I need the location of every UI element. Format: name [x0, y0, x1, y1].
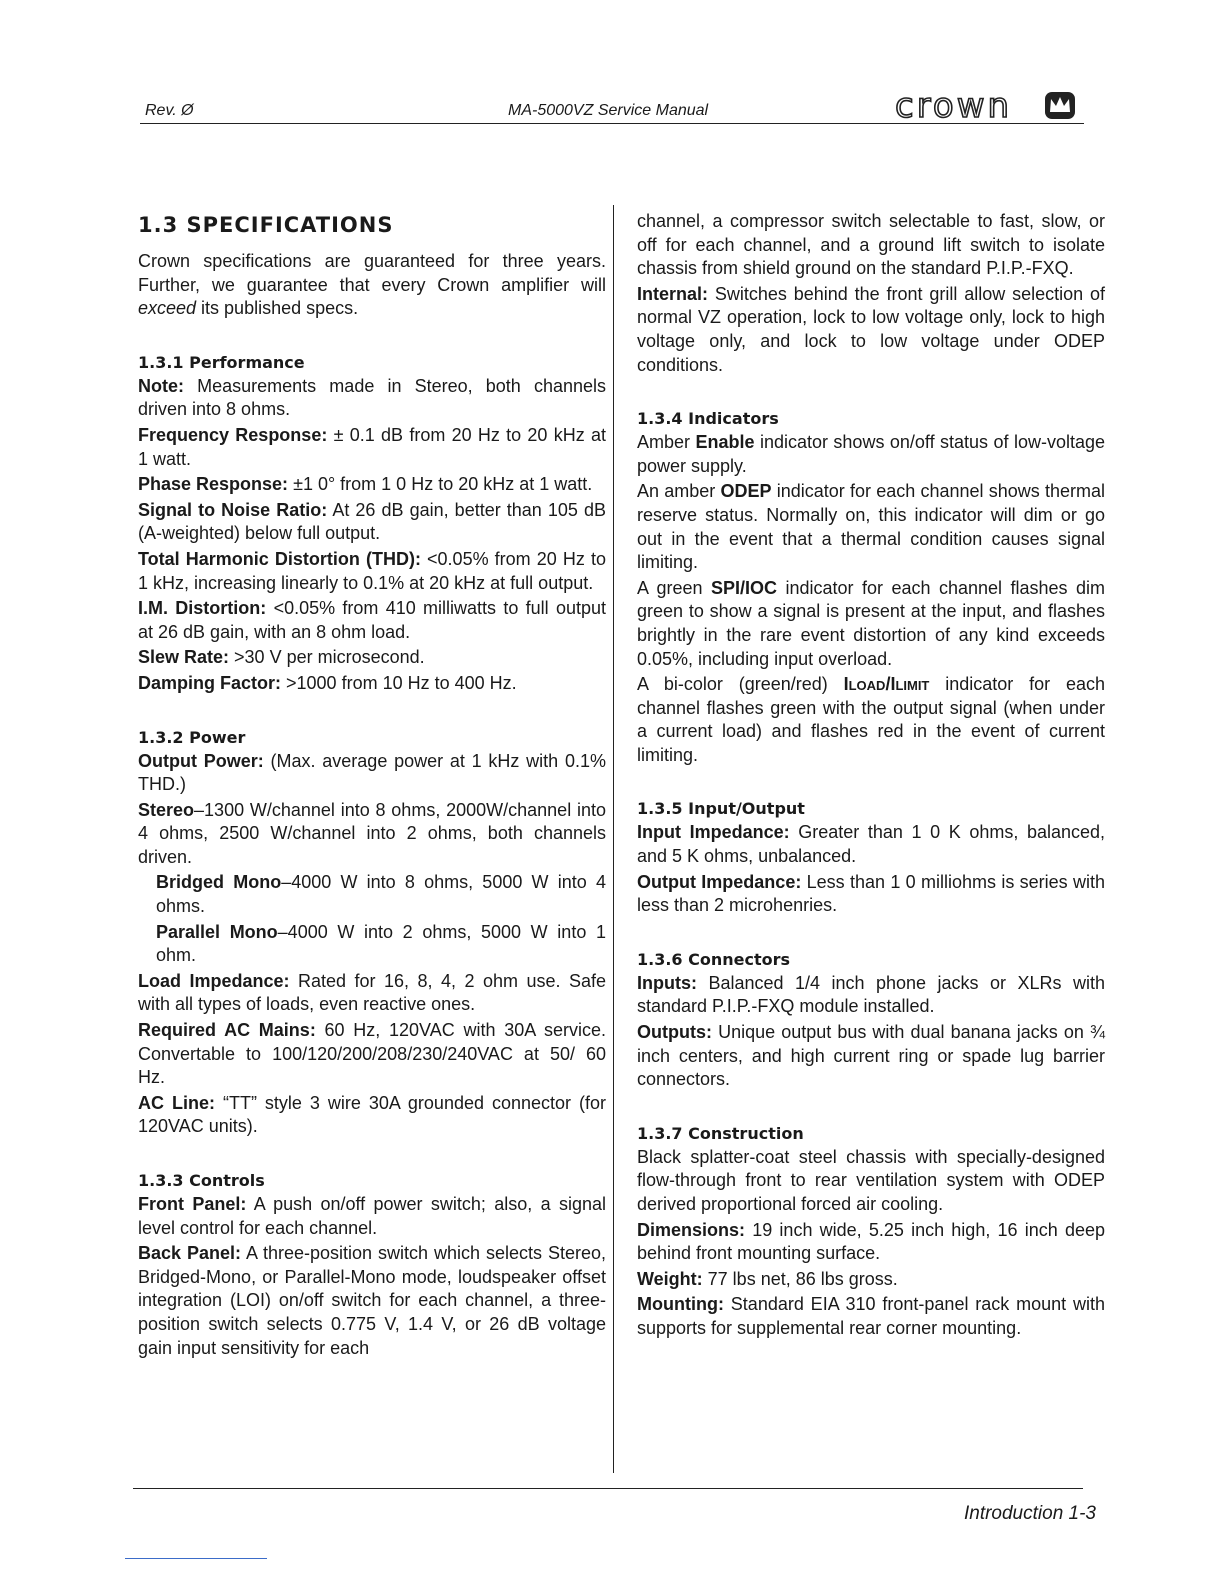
indicators-heading: 1.3.4 Indicators	[637, 409, 779, 429]
spec-im-distortion: I.M. Distortion: <0.05% from 410 milliwatts to full output at 26 dB gain, with an 8 ohm load.	[138, 598, 606, 642]
performance-heading: 1.3.1 Performance	[138, 352, 305, 372]
spec-thd: Total Harmonic Distortion (THD): <0.05% from 20 Hz to 1 kHz, increasing linearly to 0.1% at 20 kHz at full output.	[138, 548, 606, 593]
column-divider	[613, 205, 614, 1473]
footer-rule	[133, 1488, 1083, 1489]
spec-input-impedance: Input Impedance: Greater than 1 0 K ohms, balanced, and 5 K ohms, unbalanced.	[637, 822, 1106, 867]
controls-heading: 1.3.3 Controls	[138, 1171, 265, 1190]
spec-output-impedance: Output Impedance: Less than 1 0 milliohms is series with less than 2 microhenries.	[637, 871, 1105, 916]
input-output-heading: 1.3.5 Input/Output	[637, 799, 805, 819]
spec-front-panel: Front Panel: A push on/off power switch; also, a signal level control for each channel.	[138, 1194, 606, 1238]
spec-ac-line: AC Line: “TT” style 3 wire 30A grounded connector (for 120VAC units).	[138, 1092, 606, 1137]
header-rule	[140, 123, 1084, 124]
spec-bridged-mono: Bridged Mono–4000 W into 8 ohms, 5000 W into 4 ohms.	[156, 872, 606, 917]
spec-parallel-mono: Parallel Mono–4000 W into 2 ohms, 5000 W into 1 ohm.	[156, 921, 606, 966]
spec-dimensions: Dimensions: 19 inch wide, 5.25 inch high, 16 inch deep behind front mounting surface.	[637, 1219, 1105, 1264]
right-column	[637, 210, 1105, 1343]
blue-margin-line	[125, 1558, 267, 1559]
spec-phase-response: Phase Response: ±1 0° from 1 0 Hz to 20 kHz at 1 watt.	[138, 474, 593, 495]
spec-inputs: Inputs: Balanced 1/4 inch phone jacks or XLRs with standard P.I.P.-FXQ module installed.	[637, 972, 1105, 1017]
spec-mounting: Mounting: Standard EIA 310 front-panel rack mount with supports for supplemental rear corner mounting.	[637, 1294, 1105, 1338]
spec-slew-rate: Slew Rate: >30 V per microsecond.	[138, 647, 425, 668]
spec-enable-indicator: Amber Enable indicator shows on/off status of low-voltage power supply.	[637, 432, 1105, 476]
power-heading: 1.3.2 Power	[138, 727, 246, 747]
section-title: 1.3 SPECIFICATIONS	[138, 213, 394, 237]
header-title: MA-5000VZ Service Manual	[508, 102, 709, 119]
crown-logo	[895, 86, 1080, 126]
intro-paragraph: Crown specifications are guaranteed for three years. Further, we guarantee that every Crown amplifier will exceed its published specs.	[138, 251, 606, 319]
spec-output-power: Output Power: (Max. average power at 1 kHz with 0.1% THD.)	[138, 750, 606, 795]
spec-frequency-response: Frequency Response: ± 0.1 dB from 20 Hz to 20 kHz at 1 watt.	[138, 424, 606, 469]
spec-spi-ioc-indicator: A green SPI/IOC indicator for each channel flashes dim green to show a signal is present at the input, and flashes brightly in the rare event distortion of any kind exceeds 0.05%, including input overload.	[637, 577, 1105, 669]
header-revision: Rev. Ø	[145, 102, 194, 119]
spec-outputs: Outputs: Unique output bus with dual banana jacks on ¾ inch centers, and high current ring or spade lug barrier connectors.	[637, 1022, 1105, 1090]
spec-back-panel: Back Panel: A three-position switch which selects Stereo, Bridged-Mono, or Parallel-Mono mode, loudspeaker offset integration (LOI) on/off switch for each channel, a three-position switch selects 0.775 V, 1.4 V, or 26 dB voltage gain input sensitivity for each	[138, 1243, 606, 1358]
back-panel-continued: channel, a compressor switch selectable to fast, slow, or off for each channel, and a ground lift switch to isolate chassis from shield ground on the standard P.I.P.-FXQ.	[637, 211, 1105, 279]
spec-damping-factor: Damping Factor: >1000 from 10 Hz to 400 Hz.	[138, 672, 517, 693]
spec-internal: Internal: Switches behind the front grill allow selection of normal VZ operation, lock to low voltage only, lock to high voltage only, and lock to low voltage under ODEP conditions.	[637, 283, 1105, 375]
spec-ac-mains: Required AC Mains: 60 Hz, 120VAC with 30A service. Convertable to 100/120/200/208/230/240VAC at 50/ 60 Hz.	[138, 1020, 606, 1088]
spec-construction-body: Black splatter-coat steel chassis with specially-designed flow-through front to rear ventilation system with ODEP derived proportional forced air cooling.	[637, 1146, 1105, 1214]
spec-load-impedance: Load Impedance: Rated for 16, 8, 4, 2 ohm use. Safe with all types of loads, even reactive ones.	[138, 970, 607, 1015]
spec-note: Note: Measurements made in Stereo, both channels driven into 8 ohms.	[138, 375, 606, 420]
footer-page-label: Introduction 1-3	[963, 1503, 1096, 1524]
spec-snr: Signal to Noise Ratio: At 26 dB gain, better than 105 dB (A-weighted) below full output.	[138, 499, 607, 544]
left-column	[138, 210, 606, 1362]
svg-text:crown: crown	[895, 86, 1013, 126]
spec-stereo-power: Stereo–1300 W/channel into 8 ohms, 2000W/channel into 4 ohms, 2500 W/channel into 2 ohms, both channels driven.	[138, 799, 606, 867]
construction-heading: 1.3.7 Construction	[637, 1123, 804, 1143]
spec-weight: Weight: 77 lbs net, 86 lbs gross.	[637, 1268, 898, 1289]
connectors-heading: 1.3.6 Connectors	[637, 949, 791, 969]
spec-odep-indicator: An amber ODEP indicator for each channel shows thermal reserve status. Normally on, this indicator will dim or go out in the event that a thermal condition causes signal limiting.	[637, 481, 1105, 573]
spec-load-limit-indicator: A bi-color (green/red) Iload/Ilimit indicator for each channel flashes green with the output signal (when under a current load) and flashes red in the event of current limiting.	[637, 674, 1105, 765]
